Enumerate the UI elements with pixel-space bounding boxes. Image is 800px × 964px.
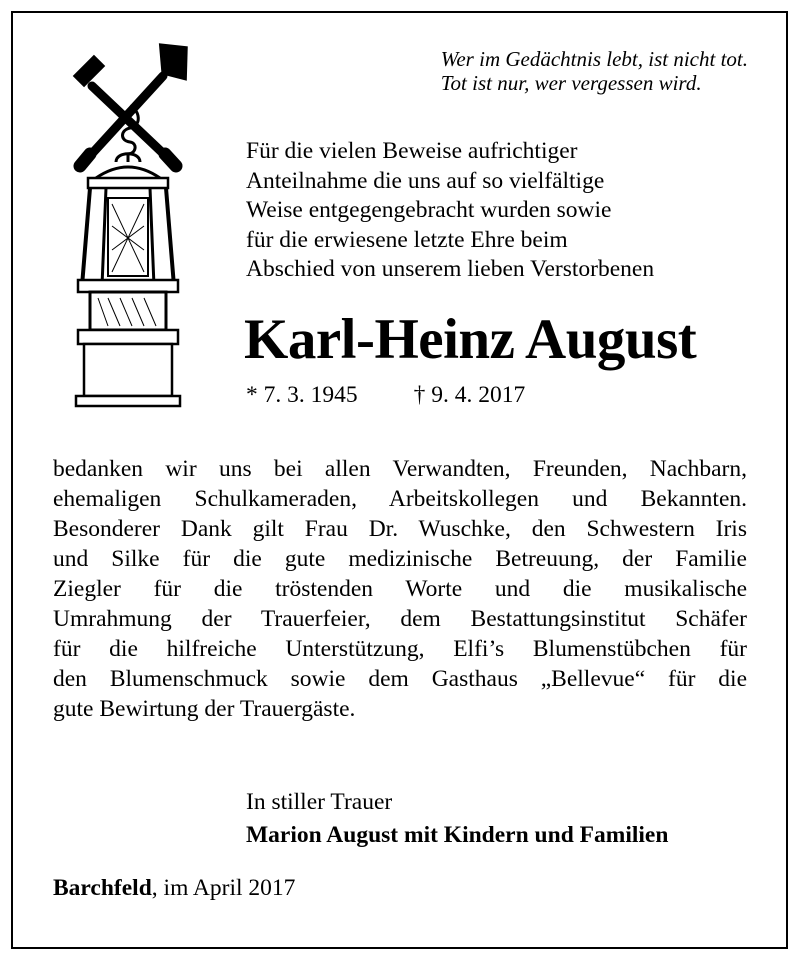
mourning-line: In stiller Trauer [246, 789, 393, 815]
date-text: , im April 2017 [151, 875, 296, 901]
deceased-name: Karl-Heinz August [244, 308, 697, 371]
thanks-paragraph [53, 454, 747, 724]
intro-line: Weise entgegengebracht wurden sowie [246, 197, 612, 224]
body-line: den Blumenschmuck sowie dem Gasthaus „Bellevue“ für die [53, 666, 747, 692]
intro-line: Für die vielen Beweise aufrichtiger [246, 138, 578, 164]
body-line: für die hilfreiche Unterstützung, Elfi’s Blumenstübchen für [53, 636, 747, 662]
body-line: Besonderer Dank gilt Frau Dr. Wuschke, den Schwestern Iris [53, 516, 747, 542]
crossed-hammers-icon [73, 41, 188, 166]
body-line: Ziegler für die tröstenden Worte und die musikalische [53, 576, 747, 602]
family-signature: Marion August mit Kindern und Familien [246, 822, 669, 848]
birth-date: * 7. 3. 1945 [246, 382, 358, 408]
intro-paragraph [246, 137, 654, 285]
intro-line: Anteilnahme die uns auf so vielfältige [246, 167, 605, 194]
town-name: Barchfeld [53, 875, 152, 901]
place-and-date [53, 873, 295, 903]
death-date: † 9. 4. 2017 [413, 382, 526, 408]
body-line: und Silke für die gute medizinische Betreuung, der Familie [53, 546, 747, 572]
body-line: ehemaligen Schulkameraden, Arbeitskollegen und Bekannten. [53, 486, 747, 512]
life-dates [246, 381, 525, 409]
mining-lamp-icon [76, 167, 180, 406]
body-line: gute Bewirtung der Trauergäste. [53, 696, 356, 722]
quote-line: Tot ist nur, wer vergessen wird. [440, 71, 702, 95]
body-line: Umrahmung der Trauerfeier, dem Bestattungsinstitut Schäfer [53, 606, 747, 632]
miners-hammer-and-lamp-icon [68, 36, 188, 411]
quote-line: Wer im Gedächtnis lebt, ist nicht tot. [440, 47, 748, 71]
memorial-quote [441, 47, 748, 95]
body-line: bedanken wir uns bei allen Verwandten, Freunden, Nachbarn, [53, 456, 747, 482]
intro-line: für die erwiesene letzte Ehre beim [246, 226, 568, 253]
intro-line: Abschied von unserem lieben Verstorbenen [246, 256, 655, 283]
